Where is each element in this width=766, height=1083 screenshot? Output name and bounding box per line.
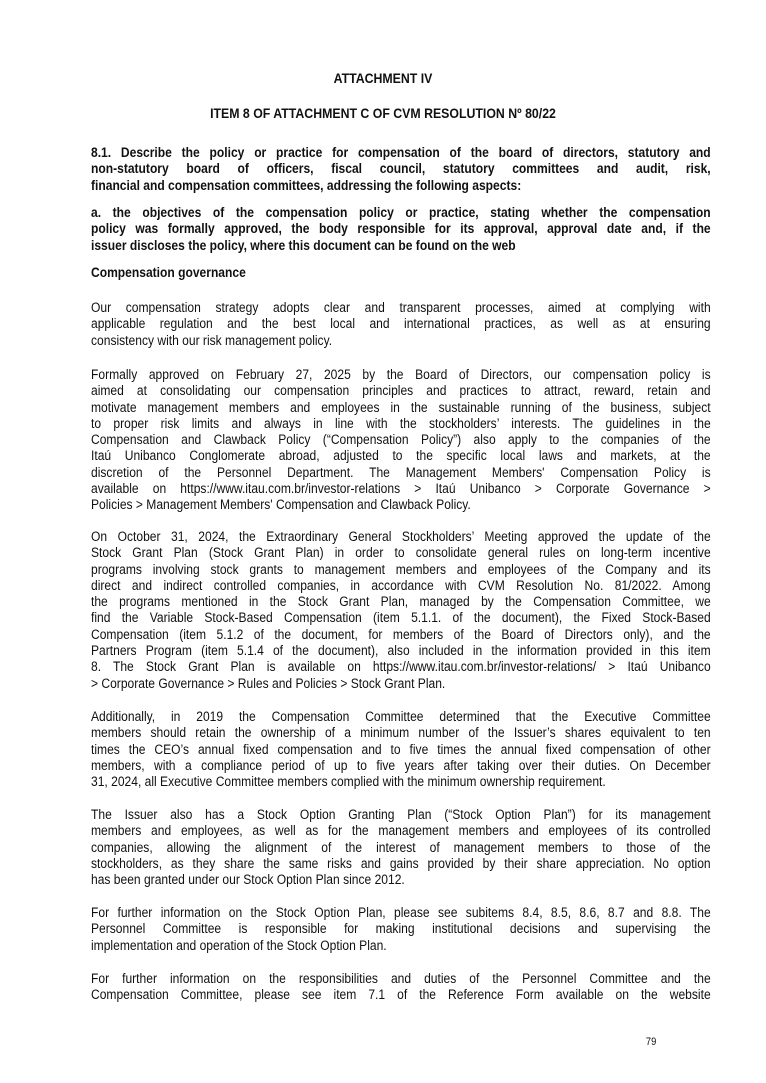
text-line: times the CEO’s annual fixed compensation and to five times the annual fixed compensation of other [91, 741, 711, 758]
text-line: programs involving stock grants to management members and employees of the Company and its [91, 561, 711, 578]
text-line: The Issuer also has a Stock Option Granting Plan (“Stock Option Plan”) for its management [91, 807, 711, 823]
text-line: Stock Grant Plan (Stock Grant Plan) in order to consolidate general rules on long-term incentive [91, 545, 711, 562]
text-line: financial and compensation committees, addressing the following aspects: [91, 177, 522, 194]
text-line: For further information on the responsibilities and duties of the Personnel Committee and the [91, 971, 711, 987]
text-line: Compensation governance [91, 265, 246, 281]
text-line: non-statutory board of officers, fiscal council, statutory committees and audit, risk, [91, 161, 711, 178]
paragraph-strategy [91, 300, 711, 349]
text-line: Compensation and Clawback Policy (“Compensation Policy”) also apply to the companies of the [91, 432, 711, 449]
text-line: Partners Program (item 5.1.4 of the document), also included in the information provided in this item [91, 643, 711, 660]
text-line: Formally approved on February 27, 2025 by the Board of Directors, our compensation policy is [91, 367, 711, 383]
text-line: For further information on the Stock Option Plan, please see subitems 8.4, 8.5, 8.6, 8.7 and 8.8. The [91, 905, 711, 921]
text-line: members, with a compliance period of up to five years after taking over their duties. On December [91, 757, 711, 774]
text-line: find the Variable Stock-Based Compensation (item 5.1.1. of the document), the Fixed Stock-Based [91, 610, 711, 627]
text-line: available on https://www.itau.com.br/investor-relations > Itaú Unibanco > Corporate Governance > [91, 481, 711, 498]
text-line: consistency with our risk management policy. [91, 332, 333, 349]
text-line: policy was formally approved, the body responsible for its approval, approval date and, if the [91, 221, 711, 238]
paragraph-further-info-committees [91, 971, 711, 1004]
paragraph-stock-option-plan [91, 807, 711, 888]
text-line: 8.1. Describe the policy or practice for compensation of the board of directors, statutory and [91, 145, 711, 161]
text-line: aimed at consolidating our compensation principles and practices to attract, reward, retain and [91, 383, 711, 400]
text-line: has been granted under our Stock Option Plan since 2012. [91, 872, 405, 889]
section-heading-compensation-governance [91, 265, 711, 281]
text-line: > Corporate Governance > Rules and Policies > Stock Grant Plan. [91, 675, 446, 692]
paragraph-further-info-stock-option [91, 905, 711, 954]
text-line: Itaú Unibanco Conglomerate abroad, adjusted to the specific local laws and markets, at the [91, 448, 711, 465]
question-8-1 [91, 145, 711, 194]
text-line: members should retain the ownership of a minimum number of the Issuer’s shares equivalent to ten [91, 725, 711, 742]
text-line: On October 31, 2024, the Extraordinary General Stockholders’ Meeting approved the update of the [91, 529, 711, 545]
text-line: direct and indirect controlled companies, in accordance with CVM Resolution No. 81/2022. Among [91, 577, 711, 594]
text-line: Personnel Committee is responsible for making institutional decisions and supervising the [91, 921, 711, 938]
paragraph-policy-approval [91, 367, 711, 514]
text-line: Additionally, in 2019 the Compensation Committee determined that the Executive Committee [91, 709, 711, 725]
text-line: 8. The Stock Grant Plan is available on https://www.itau.com.br/investor-relations/ > Itaú Unibanco [91, 659, 711, 676]
page-title: ATTACHMENT IV [333, 70, 433, 86]
text-line: 31, 2024, all Executive Committee members complied with the minimum ownership requirement. [91, 774, 606, 791]
text-line: issuer discloses the policy, where this document can be found on the web [91, 237, 516, 254]
text-line: a. the objectives of the compensation policy or practice, stating whether the compensation [91, 205, 711, 221]
text-line: Policies > Management Members' Compensation and Clawback Policy. [91, 497, 471, 514]
text-line: stockholders, as they share the same risks and gains provided by their share appreciation. No option [91, 855, 711, 872]
text-line: companies, allowing the alignment of the interest of management members to those of the [91, 839, 711, 856]
text-line: the programs mentioned in the Stock Grant Plan, managed by the Compensation Committee, we [91, 594, 711, 611]
text-line: to proper risk limits and always in line with the stockholders’ interests. The guidelines in the [91, 415, 711, 432]
page-number: 79 [645, 1036, 657, 1048]
text-line: motivate management members and employees in the sustainable running of the business, subject [91, 399, 711, 416]
text-line: Compensation (item 5.1.2 of the document, for members of the Board of Directors only), and the [91, 626, 711, 643]
paragraph-stock-grant-plan [91, 529, 711, 692]
question-a [91, 205, 711, 254]
text-line: applicable regulation and the best local and international practices, as well as at ensuring [91, 316, 711, 333]
text-line: implementation and operation of the Stock Option Plan. [91, 937, 387, 954]
text-line: Compensation Committee, please see item 7.1 of the Reference Form available on the website [91, 987, 711, 1004]
paragraph-ownership-requirement [91, 709, 711, 790]
text-line: members and employees, as well as for the management members and employees of its controlled [91, 823, 711, 840]
text-line: discretion of the Personnel Department. The Management Members' Compensation Policy is [91, 464, 711, 481]
page-subtitle: ITEM 8 OF ATTACHMENT C OF CVM RESOLUTION Nº 80/22 [210, 105, 556, 121]
text-line: Our compensation strategy adopts clear and transparent processes, aimed at complying with [91, 300, 711, 316]
